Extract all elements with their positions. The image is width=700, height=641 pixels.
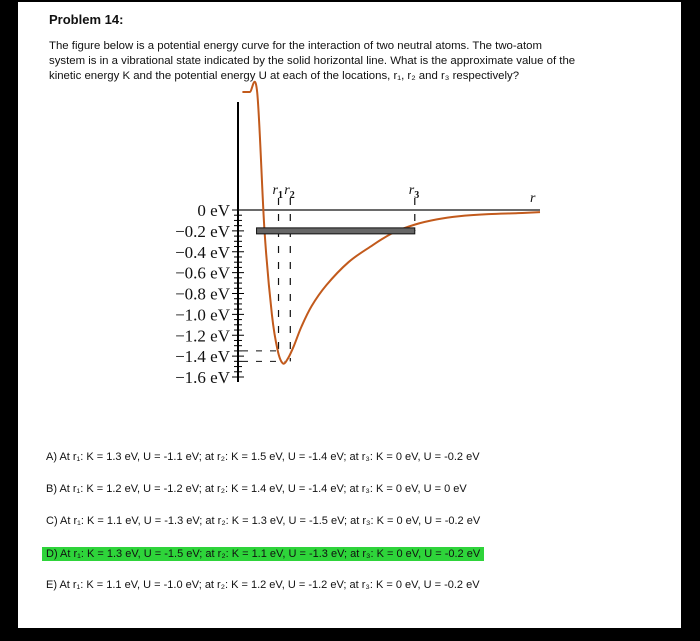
y-tick-label: −1.4 eV (175, 347, 230, 367)
question-line-1: The figure below is a potential energy curve for the interaction of two neutral atoms. The two-atom (49, 40, 543, 52)
y-tick-label: −0.4 eV (175, 242, 230, 262)
label-r2: $r_2$ (284, 183, 295, 201)
label-r1: $r_1$ (272, 183, 283, 201)
label-r3: $r_3$ (408, 183, 420, 201)
answer-option-d-highlighted[interactable]: D) At r₁: K = 1.3 eV, U = -1.5 eV; at r₂: K = 1.1 eV, U = -1.3 eV; at r₃: K = 0 eV, U = -0.2 eV (42, 547, 484, 561)
y-tick-label: −1.2 eV (175, 326, 230, 346)
answer-option-e[interactable]: E) At r₁: K = 1.1 eV, U = -1.0 eV; at r₂: K = 1.2 eV, U = -1.2 eV; at r₃: K = 0 eV, U = -0.2 eV (46, 579, 480, 591)
y-tick-label: −1.0 eV (175, 305, 230, 325)
problem-card (18, 2, 681, 628)
y-tick-label: 0 eV (197, 201, 230, 220)
question-line-3: kinetic energy K and the potential energy U at each of the locations, r₁, r₂ and r₃ respectively? (49, 70, 520, 82)
y-tick-label: −0.6 eV (175, 263, 230, 283)
y-tick-label: −0.2 eV (175, 221, 230, 241)
potential-curve (242, 82, 540, 364)
y-tick-label: −1.6 eV (175, 368, 230, 387)
question-line-2: system is in a vibrational state indicated by the solid horizontal line. What is the approximate value of the (49, 55, 576, 67)
y-tick-labels (175, 201, 231, 387)
x-axis-label: r (530, 191, 536, 206)
y-tick-label: −0.8 eV (175, 284, 230, 304)
r-labels (273, 183, 536, 206)
potential-energy-chart (18, 2, 681, 442)
answer-option-b[interactable]: B) At r₁: K = 1.2 eV, U = -1.2 eV; at r₂: K = 1.4 eV, U = -1.4 eV; at r₃: K = 0 eV, U = 0 eV (46, 483, 467, 495)
problem-title: Problem 14: (49, 12, 124, 27)
answer-option-c[interactable]: C) At r₁: K = 1.1 eV, U = -1.3 eV; at r₂: K = 1.3 eV, U = -1.5 eV; at r₃: K = 0 eV, U = -0.2 eV (46, 515, 481, 527)
vibrational-state-line (257, 228, 415, 234)
answer-option-a[interactable]: A) At r₁: K = 1.3 eV, U = -1.1 eV; at r₂: K = 1.5 eV, U = -1.4 eV; at r₃: K = 0 eV, U = -0.2 eV (46, 451, 480, 463)
